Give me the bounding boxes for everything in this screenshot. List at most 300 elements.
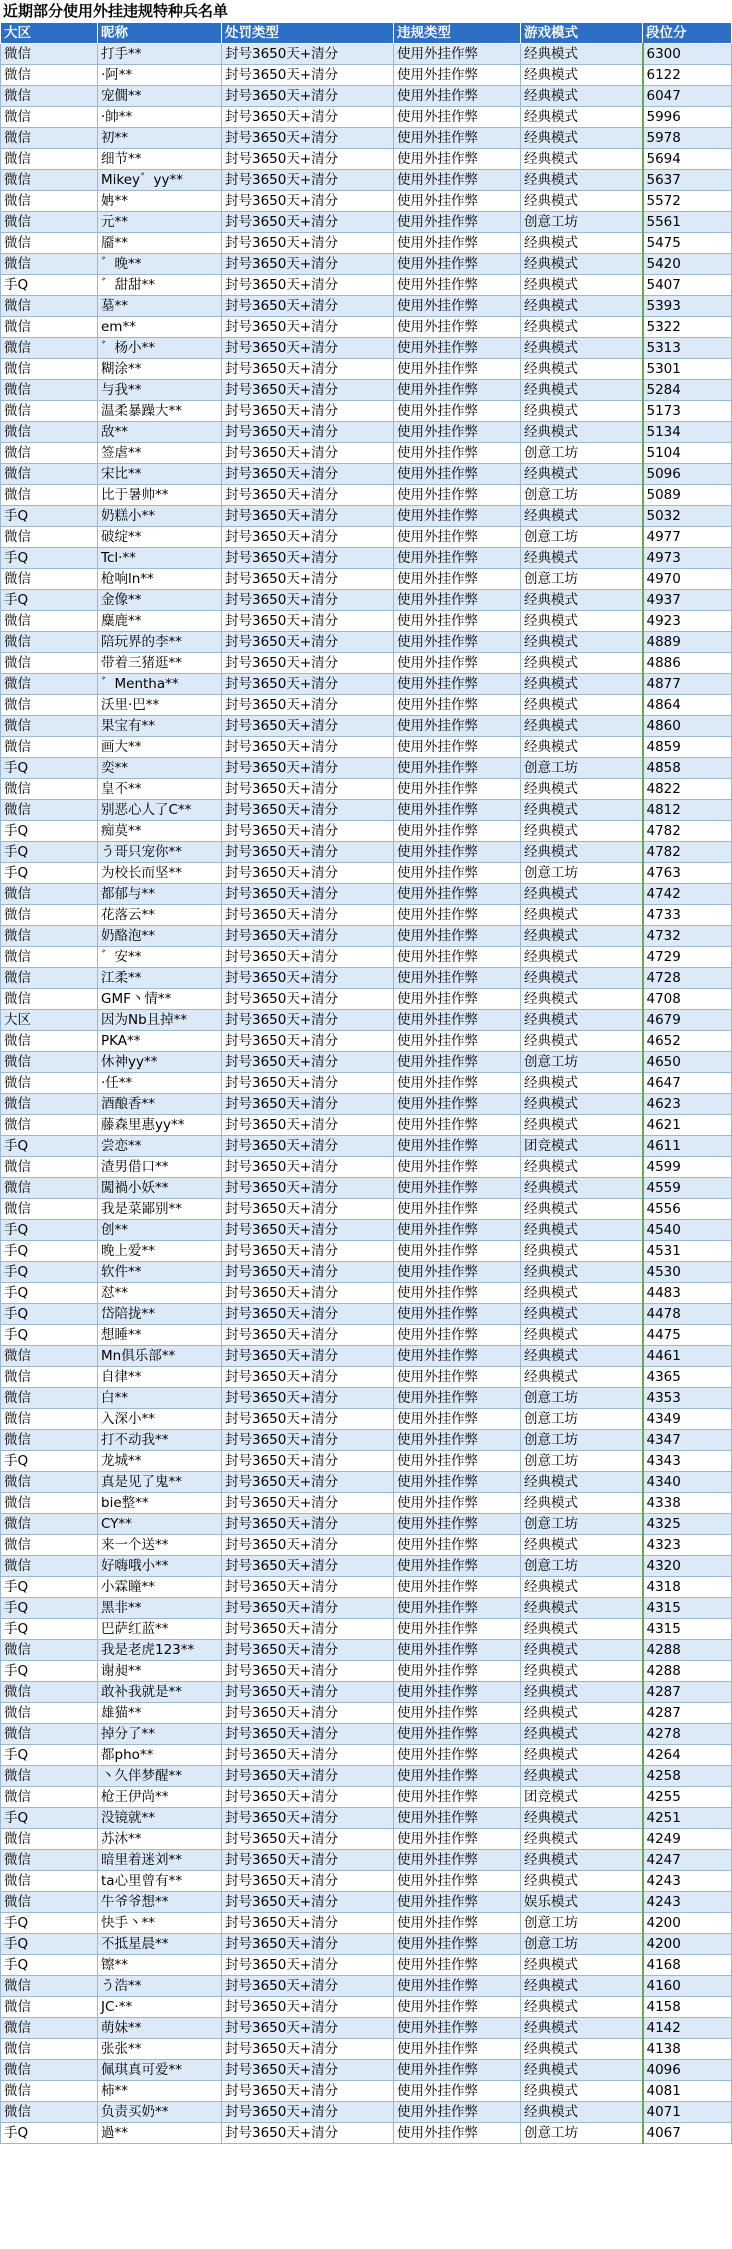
table-row	[1, 296, 732, 317]
region-cell: 微信	[1, 1430, 98, 1451]
table-row	[1, 632, 732, 653]
table-row	[1, 1808, 732, 1829]
violation-cell: 使用外挂作弊	[394, 863, 521, 884]
region-cell: 手Q	[1, 1913, 98, 1934]
table-row	[1, 401, 732, 422]
table-row	[1, 1388, 732, 1409]
rank-score-cell: 5694	[643, 149, 732, 170]
nickname-cell: 带着三猪逛**	[98, 653, 222, 674]
table-row	[1, 233, 732, 254]
violation-cell: 使用外挂作弊	[394, 1157, 521, 1178]
penalty-cell: 封号3650天+清分	[222, 1934, 394, 1955]
region-cell: 微信	[1, 1115, 98, 1136]
nickname-cell: 枪王伊尚**	[98, 1787, 222, 1808]
penalty-cell: 封号3650天+清分	[222, 611, 394, 632]
violation-cell: 使用外挂作弊	[394, 2018, 521, 2039]
nickname-cell: 敢补我就是**	[98, 1682, 222, 1703]
table-row	[1, 1073, 732, 1094]
table-row	[1, 1577, 732, 1598]
rank-score-cell: 6047	[643, 86, 732, 107]
violation-cell: 使用外挂作弊	[394, 1514, 521, 1535]
game-mode-cell: 经典模式	[521, 695, 643, 716]
table-row	[1, 149, 732, 170]
column-header-nickname: 昵称	[98, 23, 222, 44]
table-row	[1, 65, 732, 86]
region-cell: 微信	[1, 569, 98, 590]
table-row	[1, 1997, 732, 2018]
column-header-region: 大区	[1, 23, 98, 44]
game-mode-cell: 经典模式	[521, 1745, 643, 1766]
region-cell: 微信	[1, 44, 98, 65]
table-row	[1, 1199, 732, 1220]
nickname-cell: 张张**	[98, 2039, 222, 2060]
nickname-cell: ·帥**	[98, 107, 222, 128]
penalty-cell: 封号3650天+清分	[222, 653, 394, 674]
rank-score-cell: 5089	[643, 485, 732, 506]
table-row	[1, 1661, 732, 1682]
region-cell: 微信	[1, 296, 98, 317]
game-mode-cell: 经典模式	[521, 254, 643, 275]
game-mode-cell: 团竞模式	[521, 1787, 643, 1808]
region-cell: 微信	[1, 2018, 98, 2039]
violation-cell: 使用外挂作弊	[394, 338, 521, 359]
rank-score-cell: 4258	[643, 1766, 732, 1787]
violation-cell: 使用外挂作弊	[394, 1535, 521, 1556]
game-mode-cell: 经典模式	[521, 1325, 643, 1346]
violation-cell: 使用外挂作弊	[394, 1094, 521, 1115]
nickname-cell: 细节**	[98, 149, 222, 170]
violation-cell: 使用外挂作弊	[394, 1199, 521, 1220]
penalty-cell: 封号3650天+清分	[222, 107, 394, 128]
nickname-cell: bie整**	[98, 1493, 222, 1514]
violation-cell: 使用外挂作弊	[394, 1493, 521, 1514]
game-mode-cell: 经典模式	[521, 716, 643, 737]
region-cell: 微信	[1, 107, 98, 128]
penalty-cell: 封号3650天+清分	[222, 191, 394, 212]
table-row	[1, 212, 732, 233]
nickname-cell: 为校长而坚**	[98, 863, 222, 884]
penalty-cell: 封号3650天+清分	[222, 1430, 394, 1451]
region-cell: 微信	[1, 653, 98, 674]
rank-score-cell: 4287	[643, 1682, 732, 1703]
game-mode-cell: 创意工坊	[521, 485, 643, 506]
penalty-cell: 封号3650天+清分	[222, 2123, 394, 2144]
violation-cell: 使用外挂作弊	[394, 1829, 521, 1850]
penalty-cell: 封号3650天+清分	[222, 380, 394, 401]
game-mode-cell: 创意工坊	[521, 212, 643, 233]
penalty-cell: 封号3650天+清分	[222, 359, 394, 380]
penalty-cell: 封号3650天+清分	[222, 1388, 394, 1409]
table-row	[1, 1724, 732, 1745]
region-cell: 微信	[1, 968, 98, 989]
violation-cell: 使用外挂作弊	[394, 485, 521, 506]
penalty-cell: 封号3650天+清分	[222, 1199, 394, 1220]
table-row	[1, 170, 732, 191]
region-cell: 手Q	[1, 1808, 98, 1829]
penalty-cell: 封号3650天+清分	[222, 1766, 394, 1787]
rank-score-cell: 4255	[643, 1787, 732, 1808]
rank-score-cell: 5637	[643, 170, 732, 191]
rank-score-cell: 4323	[643, 1535, 732, 1556]
penalty-cell: 封号3650天+清分	[222, 212, 394, 233]
violation-cell: 使用外挂作弊	[394, 1136, 521, 1157]
table-row	[1, 107, 732, 128]
game-mode-cell: 经典模式	[521, 1577, 643, 1598]
nickname-cell: 真是见了鬼**	[98, 1472, 222, 1493]
table-row	[1, 653, 732, 674]
region-cell: 微信	[1, 1178, 98, 1199]
game-mode-cell: 创意工坊	[521, 1430, 643, 1451]
table-row	[1, 1178, 732, 1199]
penalty-cell: 封号3650天+清分	[222, 1787, 394, 1808]
nickname-cell: 元**	[98, 212, 222, 233]
rank-score-cell: 5104	[643, 443, 732, 464]
game-mode-cell: 创意工坊	[521, 1052, 643, 1073]
rank-score-cell: 5301	[643, 359, 732, 380]
region-cell: 大区	[1, 1010, 98, 1031]
violation-cell: 使用外挂作弊	[394, 170, 521, 191]
violation-cell: 使用外挂作弊	[394, 716, 521, 737]
violation-cell: 使用外挂作弊	[394, 2123, 521, 2144]
table-row	[1, 1367, 732, 1388]
violation-cell: 使用外挂作弊	[394, 1178, 521, 1199]
game-mode-cell: 经典模式	[521, 1220, 643, 1241]
rank-score-cell: 5393	[643, 296, 732, 317]
rank-score-cell: 5032	[643, 506, 732, 527]
region-cell: 微信	[1, 212, 98, 233]
penalty-cell: 封号3650天+清分	[222, 1577, 394, 1598]
rank-score-cell: 4650	[643, 1052, 732, 1073]
table-row	[1, 1241, 732, 1262]
table-row	[1, 317, 732, 338]
penalty-cell: 封号3650天+清分	[222, 44, 394, 65]
rank-score-cell: 4325	[643, 1514, 732, 1535]
nickname-cell: 姌**	[98, 191, 222, 212]
region-cell: 微信	[1, 170, 98, 191]
table-row	[1, 590, 732, 611]
penalty-cell: 封号3650天+清分	[222, 1955, 394, 1976]
penalty-cell: 封号3650天+清分	[222, 2039, 394, 2060]
region-cell: 微信	[1, 359, 98, 380]
table-row	[1, 2060, 732, 2081]
game-mode-cell: 经典模式	[521, 296, 643, 317]
nickname-cell: PKA**	[98, 1031, 222, 1052]
penalty-cell: 封号3650天+清分	[222, 926, 394, 947]
region-cell: 微信	[1, 86, 98, 107]
game-mode-cell: 经典模式	[521, 401, 643, 422]
game-mode-cell: 经典模式	[521, 821, 643, 842]
nickname-cell: 白**	[98, 1388, 222, 1409]
nickname-cell: 小霖瞳**	[98, 1577, 222, 1598]
region-cell: 手Q	[1, 1136, 98, 1157]
penalty-cell: 封号3650天+清分	[222, 758, 394, 779]
region-cell: 微信	[1, 2060, 98, 2081]
penalty-cell: 封号3650天+清分	[222, 86, 394, 107]
rank-score-cell: 4353	[643, 1388, 732, 1409]
violation-cell: 使用外挂作弊	[394, 1325, 521, 1346]
nickname-cell: 藤森里惠yy**	[98, 1115, 222, 1136]
violation-cell: 使用外挂作弊	[394, 1850, 521, 1871]
violation-cell: 使用外挂作弊	[394, 821, 521, 842]
table-row	[1, 1787, 732, 1808]
violation-cell: 使用外挂作弊	[394, 380, 521, 401]
table-row	[1, 1094, 732, 1115]
rank-score-cell: 4973	[643, 548, 732, 569]
violation-cell: 使用外挂作弊	[394, 2060, 521, 2081]
game-mode-cell: 经典模式	[521, 674, 643, 695]
table-row	[1, 1640, 732, 1661]
table-row	[1, 380, 732, 401]
penalty-cell: 封号3650天+清分	[222, 1808, 394, 1829]
penalty-cell: 封号3650天+清分	[222, 1745, 394, 1766]
violation-cell: 使用外挂作弊	[394, 1052, 521, 1073]
region-cell: 微信	[1, 674, 98, 695]
table-row	[1, 1052, 732, 1073]
game-mode-cell: 经典模式	[521, 737, 643, 758]
rank-score-cell: 4652	[643, 1031, 732, 1052]
table-row	[1, 1136, 732, 1157]
game-mode-cell: 创意工坊	[521, 1556, 643, 1577]
game-mode-cell: 经典模式	[521, 2102, 643, 2123]
game-mode-cell: 经典模式	[521, 1808, 643, 1829]
nickname-cell: 别恶心人了C**	[98, 800, 222, 821]
nickname-cell: 休神yy**	[98, 1052, 222, 1073]
table-row	[1, 1409, 732, 1430]
penalty-cell: 封号3650天+清分	[222, 1892, 394, 1913]
game-mode-cell: 创意工坊	[521, 1451, 643, 1472]
violation-cell: 使用外挂作弊	[394, 758, 521, 779]
nickname-cell: 牛爷爷想**	[98, 1892, 222, 1913]
game-mode-cell: 经典模式	[521, 1724, 643, 1745]
violation-cell: 使用外挂作弊	[394, 1619, 521, 1640]
violation-cell: 使用外挂作弊	[394, 464, 521, 485]
rank-score-cell: 4860	[643, 716, 732, 737]
violation-cell: 使用外挂作弊	[394, 317, 521, 338]
violation-cell: 使用外挂作弊	[394, 947, 521, 968]
game-mode-cell: 经典模式	[521, 422, 643, 443]
game-mode-cell: 经典模式	[521, 779, 643, 800]
region-cell: 手Q	[1, 842, 98, 863]
table-row	[1, 1283, 732, 1304]
nickname-cell: 雄猫**	[98, 1703, 222, 1724]
violation-cell: 使用外挂作弊	[394, 401, 521, 422]
nickname-cell: 苏沐**	[98, 1829, 222, 1850]
game-mode-cell: 经典模式	[521, 233, 643, 254]
violation-cell: 使用外挂作弊	[394, 86, 521, 107]
column-header-violation: 违规类型	[394, 23, 521, 44]
region-cell: 微信	[1, 338, 98, 359]
penalty-cell: 封号3650天+清分	[222, 128, 394, 149]
game-mode-cell: 经典模式	[521, 1766, 643, 1787]
violation-cell: 使用外挂作弊	[394, 212, 521, 233]
region-cell: 微信	[1, 1094, 98, 1115]
game-mode-cell: 经典模式	[521, 653, 643, 674]
table-row	[1, 611, 732, 632]
rank-score-cell: 4287	[643, 1703, 732, 1724]
column-header-penalty: 处罚类型	[222, 23, 394, 44]
table-row	[1, 1514, 732, 1535]
violation-cell: 使用外挂作弊	[394, 1808, 521, 1829]
rank-score-cell: 4251	[643, 1808, 732, 1829]
rank-score-cell: 4365	[643, 1367, 732, 1388]
penalty-cell: 封号3650天+清分	[222, 1304, 394, 1325]
game-mode-cell: 经典模式	[521, 317, 643, 338]
rank-score-cell: 4782	[643, 821, 732, 842]
game-mode-cell: 创意工坊	[521, 1913, 643, 1934]
nickname-cell: 闖禍小妖**	[98, 1178, 222, 1199]
nickname-cell: 没镜就**	[98, 1808, 222, 1829]
nickname-cell: 江柔**	[98, 968, 222, 989]
game-mode-cell: 经典模式	[521, 1598, 643, 1619]
rank-score-cell: 5284	[643, 380, 732, 401]
nickname-cell: Tcl·**	[98, 548, 222, 569]
region-cell: 手Q	[1, 1304, 98, 1325]
rank-score-cell: 4679	[643, 1010, 732, 1031]
table-row	[1, 758, 732, 779]
rank-score-cell: 4858	[643, 758, 732, 779]
rank-score-cell: 4937	[643, 590, 732, 611]
violation-cell: 使用外挂作弊	[394, 842, 521, 863]
rank-score-cell: 4315	[643, 1619, 732, 1640]
rank-score-cell: 5096	[643, 464, 732, 485]
game-mode-cell: 经典模式	[521, 1976, 643, 1997]
region-cell: 微信	[1, 1766, 98, 1787]
table-row	[1, 1955, 732, 1976]
rank-score-cell: 4611	[643, 1136, 732, 1157]
table-row	[1, 506, 732, 527]
penalty-cell: 封号3650天+清分	[222, 1514, 394, 1535]
nickname-cell: 墓**	[98, 296, 222, 317]
violation-cell: 使用外挂作弊	[394, 1220, 521, 1241]
nickname-cell: 温柔暴躁大**	[98, 401, 222, 422]
penalty-cell: 封号3650天+清分	[222, 884, 394, 905]
violation-cell: 使用外挂作弊	[394, 275, 521, 296]
game-mode-cell: 经典模式	[521, 1493, 643, 1514]
penalty-cell: 封号3650天+清分	[222, 149, 394, 170]
game-mode-cell: 经典模式	[521, 107, 643, 128]
rank-score-cell: 4478	[643, 1304, 732, 1325]
game-mode-cell: 经典模式	[521, 1850, 643, 1871]
violation-cell: 使用外挂作弊	[394, 149, 521, 170]
penalty-cell: 封号3650天+清分	[222, 1094, 394, 1115]
game-mode-cell: 经典模式	[521, 1997, 643, 2018]
nickname-cell: GMF丶情**	[98, 989, 222, 1010]
violation-cell: 使用外挂作弊	[394, 653, 521, 674]
rank-score-cell: 4318	[643, 1577, 732, 1598]
penalty-cell: 封号3650天+清分	[222, 1157, 394, 1178]
region-cell: 微信	[1, 1892, 98, 1913]
nickname-cell: 麋鹿**	[98, 611, 222, 632]
nickname-cell: ゛Mentha**	[98, 674, 222, 695]
penalty-cell: 封号3650天+清分	[222, 1115, 394, 1136]
table-row	[1, 2039, 732, 2060]
rank-score-cell: 4621	[643, 1115, 732, 1136]
table-row	[1, 1913, 732, 1934]
game-mode-cell: 经典模式	[521, 632, 643, 653]
region-cell: 手Q	[1, 1619, 98, 1640]
table-row	[1, 359, 732, 380]
table-row	[1, 1976, 732, 1997]
table-row	[1, 674, 732, 695]
table-row	[1, 191, 732, 212]
region-cell: 手Q	[1, 1451, 98, 1472]
game-mode-cell: 经典模式	[521, 1535, 643, 1556]
table-row	[1, 464, 732, 485]
game-mode-cell: 经典模式	[521, 1010, 643, 1031]
region-cell: 微信	[1, 485, 98, 506]
nickname-cell: CY**	[98, 1514, 222, 1535]
table-row	[1, 1325, 732, 1346]
rank-score-cell: 4067	[643, 2123, 732, 2144]
nickname-cell: 因为Nb且掉**	[98, 1010, 222, 1031]
rank-score-cell: 4347	[643, 1430, 732, 1451]
rank-score-cell: 4864	[643, 695, 732, 716]
table-row	[1, 1871, 732, 1892]
game-mode-cell: 经典模式	[521, 1157, 643, 1178]
table-row	[1, 1493, 732, 1514]
rank-score-cell: 4822	[643, 779, 732, 800]
game-mode-cell: 创意工坊	[521, 1514, 643, 1535]
region-cell: 手Q	[1, 1745, 98, 1766]
region-cell: 手Q	[1, 1241, 98, 1262]
table-row	[1, 1220, 732, 1241]
rank-score-cell: 4461	[643, 1346, 732, 1367]
table-row	[1, 1703, 732, 1724]
table-row	[1, 443, 732, 464]
region-cell: 微信	[1, 464, 98, 485]
region-cell: 手Q	[1, 1283, 98, 1304]
region-cell: 微信	[1, 884, 98, 905]
game-mode-cell: 经典模式	[521, 947, 643, 968]
violation-cell: 使用外挂作弊	[394, 1577, 521, 1598]
nickname-cell: 负责买奶**	[98, 2102, 222, 2123]
violation-cell: 使用外挂作弊	[394, 1913, 521, 1934]
game-mode-cell: 经典模式	[521, 926, 643, 947]
nickname-cell: 想睡**	[98, 1325, 222, 1346]
penalty-cell: 封号3650天+清分	[222, 1073, 394, 1094]
violation-cell: 使用外挂作弊	[394, 359, 521, 380]
table-row	[1, 275, 732, 296]
region-cell: 微信	[1, 2081, 98, 2102]
region-cell: 手Q	[1, 1325, 98, 1346]
nickname-cell: 枪响ln**	[98, 569, 222, 590]
rank-score-cell: 4168	[643, 1955, 732, 1976]
rank-score-cell: 5561	[643, 212, 732, 233]
game-mode-cell: 经典模式	[521, 170, 643, 191]
rank-score-cell: 6122	[643, 65, 732, 86]
region-cell: 微信	[1, 2102, 98, 2123]
rank-score-cell: 4475	[643, 1325, 732, 1346]
game-mode-cell: 经典模式	[521, 1703, 643, 1724]
violation-cell: 使用外挂作弊	[394, 1262, 521, 1283]
violation-cell: 使用外挂作弊	[394, 422, 521, 443]
region-cell: 微信	[1, 1388, 98, 1409]
violation-cell: 使用外挂作弊	[394, 569, 521, 590]
penalty-cell: 封号3650天+清分	[222, 1136, 394, 1157]
rank-score-cell: 4160	[643, 1976, 732, 1997]
table-row	[1, 1850, 732, 1871]
penalty-cell: 封号3650天+清分	[222, 422, 394, 443]
nickname-cell: ゛晚**	[98, 254, 222, 275]
table-row	[1, 821, 732, 842]
table-row	[1, 1430, 732, 1451]
rank-score-cell: 5313	[643, 338, 732, 359]
table-row	[1, 1010, 732, 1031]
table-row	[1, 86, 732, 107]
penalty-cell: 封号3650天+清分	[222, 464, 394, 485]
nickname-cell: 我是老虎123**	[98, 1640, 222, 1661]
region-cell: 手Q	[1, 758, 98, 779]
